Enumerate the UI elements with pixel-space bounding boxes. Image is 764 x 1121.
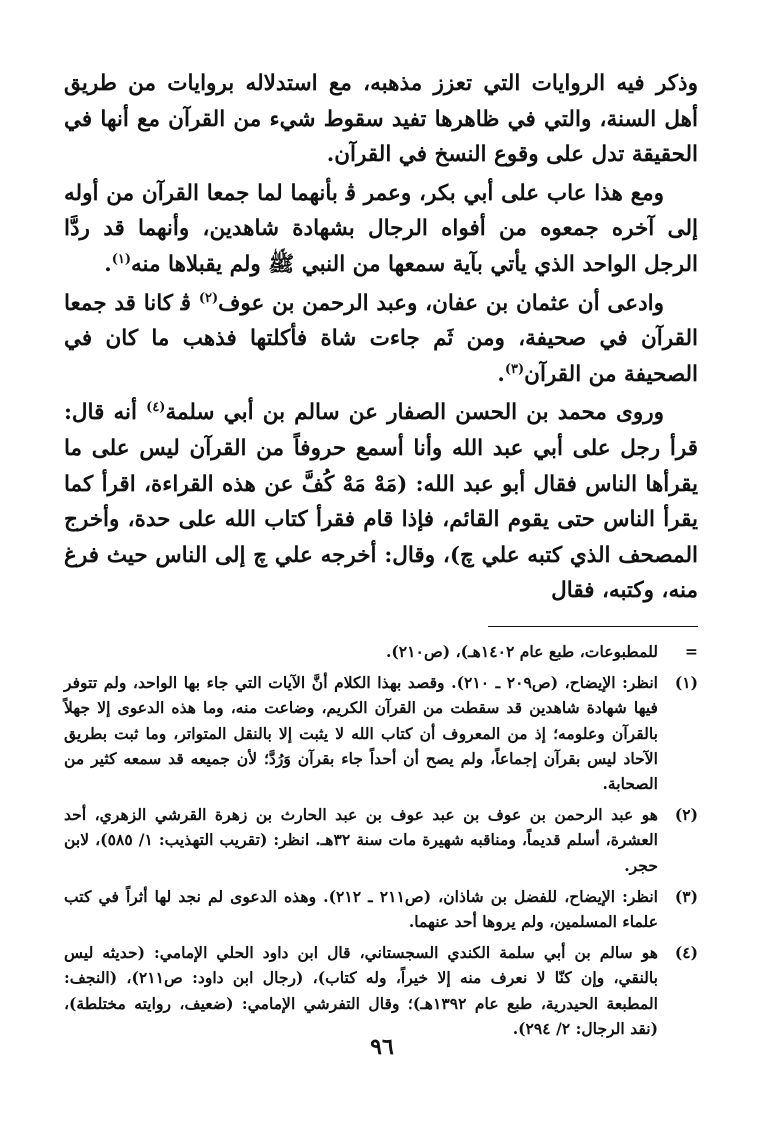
paragraph-4-text: وروى محمد بن الحسن الصفار عن سالم بن أبي سلمة	[165, 400, 664, 426]
footnotes	[64, 639, 698, 1041]
footnote-ref-4[interactable]: (٤)	[146, 400, 166, 416]
paragraph-3	[64, 286, 698, 393]
footnote-4	[64, 940, 698, 1041]
paragraph-4-rest: أنه قال: قرأ رجل على أبي عبد الله وأنا أسمع حروفاً من القرآن ليس على ما يقرأها الناس فقال أبو عبد الله: (مَهْ مَهْ كُفَّ عن هذه القراءة، اقرأ كما يقرأ الناس حتى يقوم القائم، فإذا قام فقرأ كتاب الله على حدة، وأخرج المصحف الذي كتبه علي ﭺ)، وقال: أخرجه علي ﭺ إلى الناس حيث فرغ منه، وكتبه، فقال	[64, 400, 698, 604]
paragraph-2-text: ومع هذا عاب على أبي بكر، وعمر ﭬ بأنهما لما جمعا القرآن من أوله إلى آخره جمعوه من أفواه الرجال بشهادة شاهدين، وأنهما قد ردَّا الرجل الواحد الذي يأتي بآية سمعها من النبي ﷺ ولم يقبلاها منه	[64, 180, 698, 277]
footnote-text: هو سالم بن أبي سلمة الكندي السجستاني، قال ابن داود الحلي الإمامي: (حديثه ليس بالنقي، وإن كنّا لا نعرف منه إلا خيراً، وله كتاب)، (رجال ابن داود: ص٢١١)، (النجف: المطبعة الحيدرية، طبع عام ١٣٩٢هـ)؛ وقال التفرشي الإمامي: (ضعيف، روايته مختلطة)، (نقد الرجال: ٢/ ٢٩٤).	[64, 943, 658, 1038]
main-text	[64, 66, 698, 609]
footnote-ref-2[interactable]: (٢)	[198, 290, 219, 306]
page-number: ٩٦	[370, 1034, 394, 1060]
footnote-separator-wrap	[64, 612, 698, 639]
paragraph-3-text: وادعى أن عثمان بن عفان، وعبد الرحمن بن عوف	[218, 290, 664, 316]
footnote-marker: =	[684, 641, 698, 661]
footnote-marker: (٢)	[674, 805, 698, 825]
footnote-marker: (١)	[674, 673, 698, 693]
paragraph-1	[64, 66, 698, 173]
footnote-text: انظر: الإيضاح، (ص٢٠٩ ـ ٢١٠). وقصد بهذا الكلام أنَّ الآيات التي جاء بها الواحد، ولم تتوفر فيها شهادة شاهدين قد سقطت من القرآن الكريم، وضاعت منه، وما هذه الدعوى إلا جهلاً بالقرآن وعلومه؛ إذ من المعروف أن كتاب الله لا يثبت إلا بالنقل المتواتر، وما ثبت بطريق الآحاد ليس بقرآن إجماعاً، ولم يصح أن أحداً جاء بقرآن وَرُدَّ؛ لأن جميعه قد سمعه كثير من الصحابة.	[64, 673, 658, 793]
footnote-text: للمطبوعات، طبع عام ١٤٠٢هـ)، (ص٢١٠).	[385, 641, 658, 661]
book-page	[64, 66, 698, 1047]
footnote-separator	[488, 626, 698, 627]
footnote-text: انظر: الإيضاح، للفضل بن شاذان، (ص٢١١ ـ ٢١٢). وهذه الدعوى لم نجد لها أثراً في كتب علماء المسلمين، ولم يروها أحد عنهما.	[64, 886, 658, 931]
footnote-marker: (٤)	[674, 943, 698, 963]
footnote-marker: (٣)	[674, 886, 698, 906]
paragraph-3-middle: ﭬ كانا قد جمعا القرآن في صحيفة، ومن ثَم جاءت شاة فأكلتها فذهب ما كان في الصحيفة من القرآن	[64, 290, 698, 387]
footnote-1	[64, 670, 698, 796]
footnote-ref-1[interactable]: (١)	[111, 251, 131, 267]
paragraph-2-end: .	[104, 251, 112, 277]
footnote-continuation	[64, 639, 698, 664]
footnote-2	[64, 802, 698, 878]
paragraph-1-text: وذكر فيه الروايات التي تعزز مذهبه، مع استدلاله بروايات من طريق أهل السنة، والتي في ظاهرها تفيد سقوط شيء من القرآن مع أنها في الحقيقة تدل على وقوع النسخ في القرآن.	[64, 71, 698, 168]
paragraph-2	[64, 176, 698, 283]
footnote-3	[64, 884, 698, 934]
footnote-text: هو عبد الرحمن بن عوف بن عبد عوف بن عبد الحارث بن زهرة القرشي الزهري، أحد العشرة، أسلم قديماً، ومناقبه شهيرة مات سنة ٣٢هـ. انظر: (تقريب التهذيب: ١/ ٥٨٥)، لابن حجر.	[64, 805, 659, 875]
paragraph-3-end: .	[497, 361, 505, 387]
paragraph-4	[64, 395, 698, 609]
footnote-ref-3[interactable]: (٣)	[504, 361, 525, 377]
